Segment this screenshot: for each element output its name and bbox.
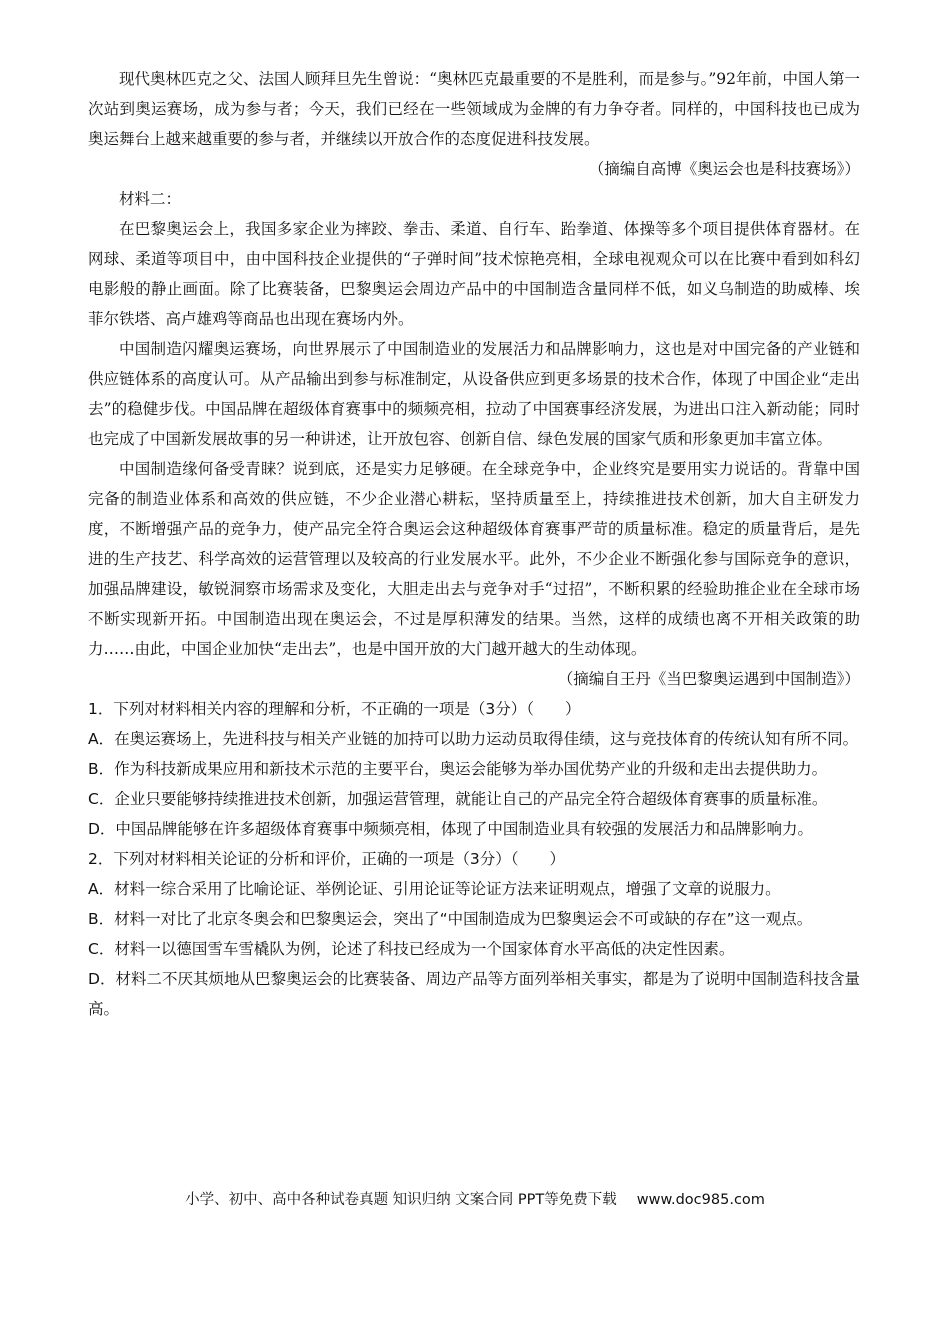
footer-text: 小学、初中、高中各种试卷真题 知识归纳 文案合同 PPT等免费下载 bbox=[185, 1192, 617, 1208]
question-option-b: B．作为科技新成果应用和新技术示范的主要平台，奥运会能够为举办国优势产业的升级和走出去提供助力。 bbox=[88, 760, 828, 778]
material-two-paragraph-3: 中国制造缘何备受青睐？说到底，还是实力足够硬。在全球竞争中，企业终究是要用实力说话的。背靠中国完备的制造业体系和高效的供应链，不少企业潜心耕耘，坚持质量至上，持续推进技术创新，加大自主研发力度，不断增强产品的竞争力，使产品完全符合奥运会这种超级体育赛事严苛的质量标准。稳定的质量背后，是先进的生产技艺、科学高效的运营管理以及较高的行业发展水平。此外，不少企业不断强化参与国际竞争的意识，加强品牌建设，敏锐洞察市场需求及变化，大胆走出去与竞争对手“过招”，不断积累的经验助推企业在全球市场不断实现新开拓。中国制造出现在奥运会，不过是厚积薄发的结果。当然，这样的成绩也离不开相关政策的助力……由此，中国企业加快“走出去”，也是中国开放的大门越开越大的生动体现。 bbox=[88, 460, 860, 658]
question-option-c: C．材料一以德国雪车雪橇队为例，论述了科技已经成为一个国家体育水平高低的决定性因素。 bbox=[88, 940, 735, 958]
material-two-source: （摘编自王丹《当巴黎奥运遇到中国制造》） bbox=[557, 670, 860, 688]
page-footer bbox=[0, 1188, 950, 1209]
material-one-source: （摘编自高博《奥运会也是科技赛场》） bbox=[588, 160, 860, 178]
material-two-paragraph-1: 在巴黎奥运会上，我国多家企业为摔跤、拳击、柔道、自行车、跆拳道、体操等多个项目提供体育器材。在网球、柔道等项目中，由中国科技企业提供的“子弹时间”技术惊艳亮相，全球电视观众可以在比赛中看到如科幻电影般的静止画面。除了比赛装备，巴黎奥运会周边产品中的中国制造含量同样不低，如义乌制造的助威棒、埃菲尔铁塔、高卢雄鸡等商品也出现在赛场内外。 bbox=[88, 220, 860, 328]
question-option-b: B．材料一对比了北京冬奥会和巴黎奥运会，突出了“中国制造成为巴黎奥运会不可或缺的存在”这一观点。 bbox=[88, 910, 813, 928]
question-stem: 2．下列对材料相关论证的分析和评价，正确的一项是（3分）（ ） bbox=[88, 850, 565, 868]
material-one-paragraph: 现代奥林匹克之父、法国人顾拜旦先生曾说：“奥林匹克最重要的不是胜利，而是参与。”92年前，中国人第一次站到奥运赛场，成为参与者；今天，我们已经在一些领域成为金牌的有力争夺者。同样的，中国科技也已成为奥运舞台上越来越重要的参与者，并继续以开放合作的态度促进科技发展。 bbox=[88, 70, 860, 148]
question-section bbox=[88, 694, 860, 1024]
question-option-d: D．中国品牌能够在许多超级体育赛事中频频亮相，体现了中国制造业具有较强的发展活力和品牌影响力。 bbox=[88, 820, 813, 838]
footer-url[interactable]: www.doc985.com bbox=[636, 1192, 765, 1208]
material-two-heading: 材料二： bbox=[119, 190, 182, 208]
question-option-a: A．在奥运赛场上，先进科技与相关产业链的加持可以助力运动员取得佳绩，这与竞技体育的传统认知有所不同。 bbox=[88, 730, 859, 748]
question-stem: 1．下列对材料相关内容的理解和分析，不正确的一项是（3分）（ ） bbox=[88, 700, 581, 718]
material-two bbox=[88, 184, 860, 694]
material-one-tail bbox=[88, 64, 860, 184]
question-option-c: C．企业只要能够持续推进技术创新，加强运营管理，就能让自己的产品完全符合超级体育赛事的质量标准。 bbox=[88, 790, 828, 808]
question-option-a: A．材料一综合采用了比喻论证、举例论证、引用论证等论证方法来证明观点，增强了文章的说服力。 bbox=[88, 880, 781, 898]
document-page bbox=[88, 64, 860, 1024]
question-1 bbox=[88, 694, 860, 844]
question-2 bbox=[88, 844, 860, 1024]
question-option-d: D．材料二不厌其烦地从巴黎奥运会的比赛装备、周边产品等方面列举相关事实，都是为了说明中国制造科技含量高。 bbox=[88, 970, 860, 1018]
material-two-paragraph-2: 中国制造闪耀奥运赛场，向世界展示了中国制造业的发展活力和品牌影响力，这也是对中国完备的产业链和供应链体系的高度认可。从产品输出到参与标准制定，从设备供应到更多场景的技术合作，体现了中国企业“走出去”的稳健步伐。中国品牌在超级体育赛事中的频频亮相，拉动了中国赛事经济发展，为进出口注入新动能；同时也完成了中国新发展故事的另一种讲述，让开放包容、创新自信、绿色发展的国家气质和形象更加丰富立体。 bbox=[88, 340, 860, 448]
